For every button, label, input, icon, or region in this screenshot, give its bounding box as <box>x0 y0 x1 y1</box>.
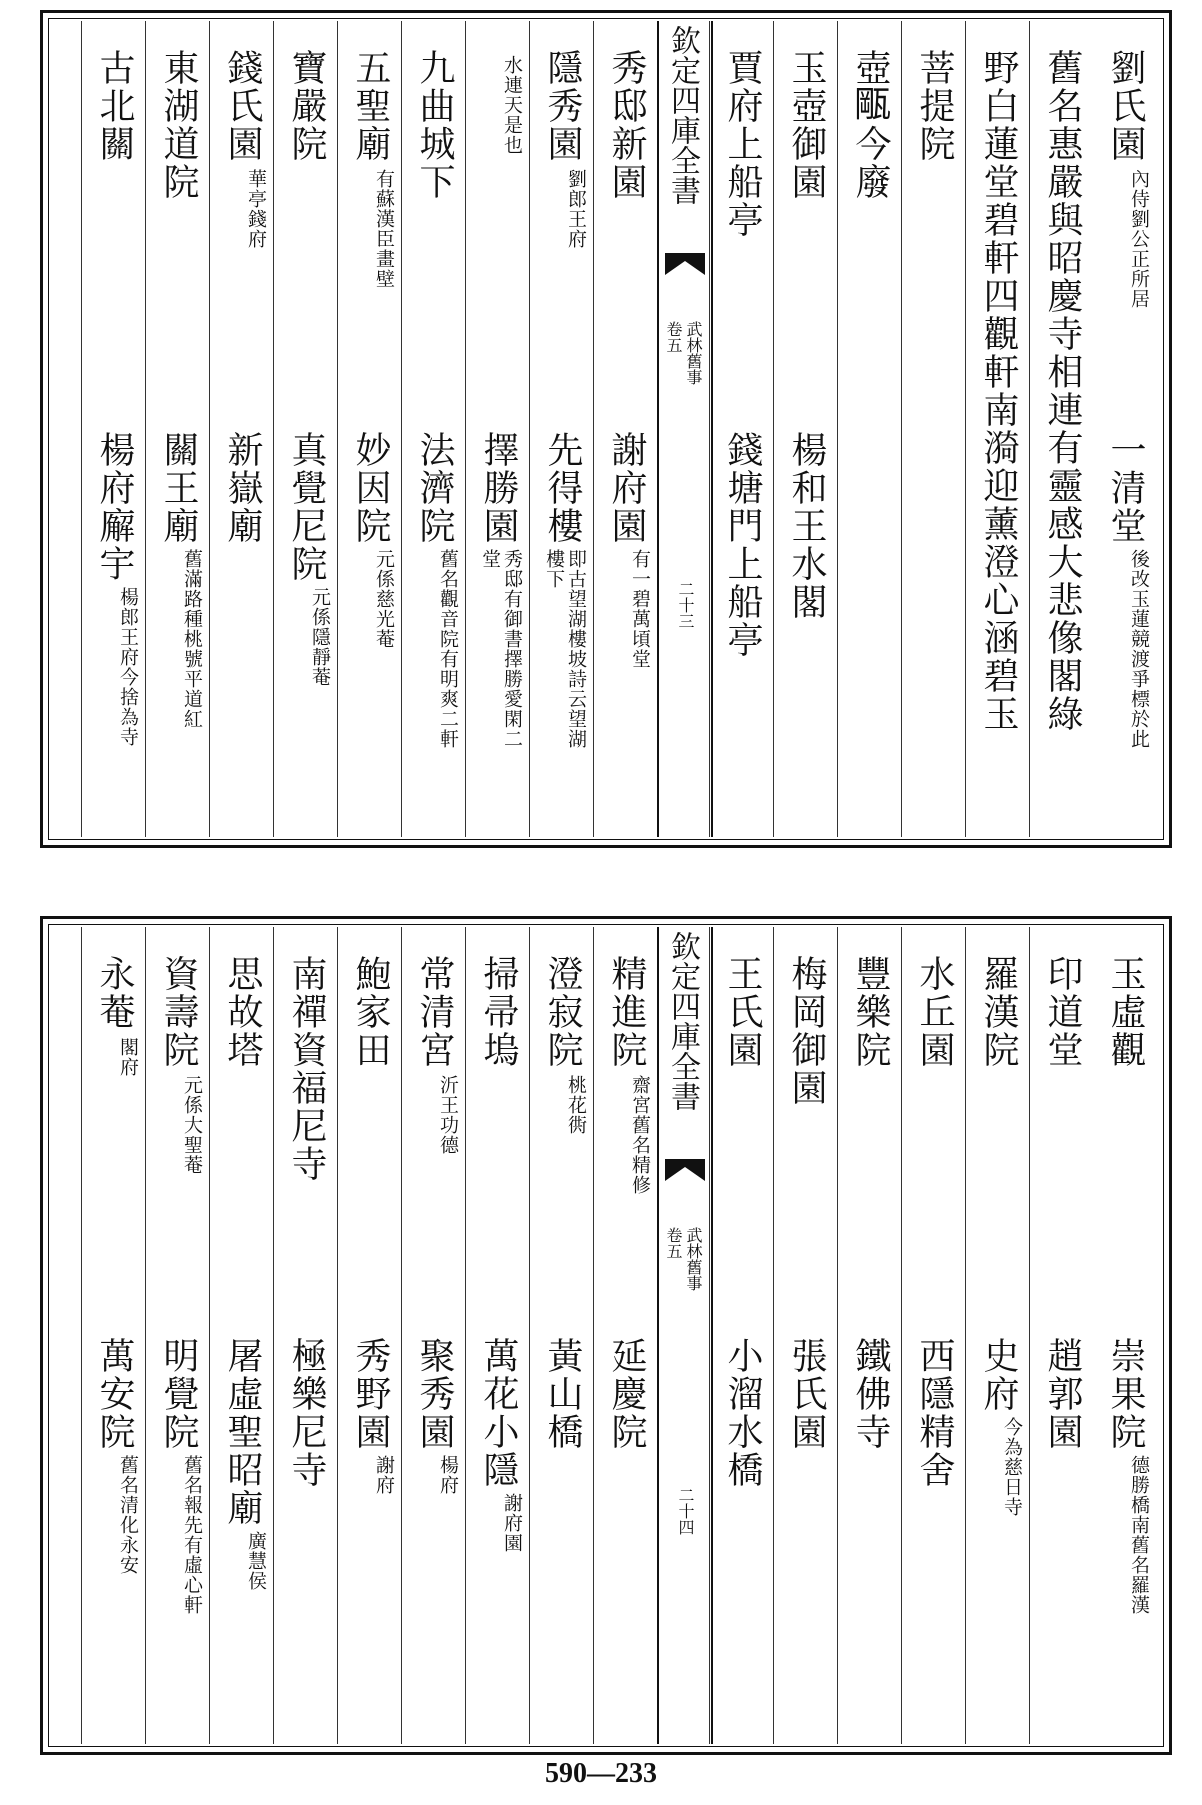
entry-name: 五聖廟 <box>350 49 391 163</box>
top-column <box>273 21 338 837</box>
top-column <box>965 21 1030 837</box>
entry-name: 妙因院 <box>350 431 391 545</box>
entry-note: 閣府 <box>117 1037 139 1077</box>
top-column <box>901 21 966 837</box>
bottom-column <box>709 927 774 1744</box>
entry-name: 謝府園 <box>606 431 647 545</box>
entry-name: 屠虛聖昭廟 <box>222 1337 263 1527</box>
top-column <box>81 21 146 837</box>
entry-name: 壺𤭛今廢 <box>850 49 891 201</box>
top-column <box>593 21 658 837</box>
entry-name: 延慶院 <box>606 1337 647 1451</box>
entry-name: 崇果院 <box>1105 1337 1146 1451</box>
entry-name: 法濟院 <box>414 431 455 545</box>
entry-note: 舊名觀音院有明爽二軒 <box>437 549 459 749</box>
entry-note: 謝府 <box>373 1455 395 1495</box>
entry-note: 劉郎王府 <box>565 169 587 249</box>
entry-name: 寶嚴院 <box>286 49 327 163</box>
bottom-column <box>145 927 210 1744</box>
bottom-center-juan: 卷五 <box>664 1227 683 1259</box>
entry-name: 掃帚塢 <box>478 955 519 1069</box>
entry-name: 一清堂 <box>1105 431 1146 545</box>
top-fishtail-mark <box>665 253 705 275</box>
entry-name: 豐樂院 <box>850 955 891 1069</box>
entry-name: 張氏園 <box>786 1337 827 1451</box>
top-column <box>837 21 902 837</box>
entry-name: 思故塔 <box>222 955 263 1069</box>
entry-name: 南禪資福尼寺 <box>286 955 327 1183</box>
entry-note: 廣慧侯 <box>245 1531 267 1591</box>
top-center-title: 欽定四庫全書 <box>665 25 700 205</box>
entry-name: 梅岡御園 <box>786 955 827 1107</box>
entry-name: 常清宮 <box>414 955 455 1069</box>
entry-name: 真覺尼院 <box>286 431 327 583</box>
entry-name: 西隱精舍 <box>914 1337 955 1489</box>
bottom-column <box>273 927 338 1744</box>
entry-name: 極樂尼寺 <box>286 1337 327 1489</box>
entry-name: 明覺院 <box>158 1337 199 1451</box>
entry-note: 有一碧萬頃堂 <box>629 549 651 669</box>
bottom-column <box>773 927 838 1744</box>
entry-name: 永菴 <box>94 955 135 1031</box>
entry-name: 劉氏園 <box>1105 49 1146 163</box>
entry-name: 水丘園 <box>914 955 955 1069</box>
entry-note: 齋宮舊名精修 <box>629 1075 651 1195</box>
entry-name: 羅漢院 <box>978 955 1019 1069</box>
bottom-column <box>337 927 402 1744</box>
entry-note: 沂王功德 <box>437 1075 459 1155</box>
entry-name: 玉虛觀 <box>1105 955 1146 1069</box>
entry-name: 秀邸新園 <box>606 49 647 201</box>
top-center-volume: 武林舊事 <box>684 321 703 385</box>
top-center-page: 二十三 <box>676 581 695 629</box>
top-column <box>529 21 594 837</box>
bottom-column <box>901 927 966 1744</box>
entry-note: 楊郎王府今捨為寺 <box>117 587 139 747</box>
entry-name: 九曲城下 <box>414 49 455 201</box>
top-column <box>465 21 530 837</box>
entry-name: 菩提院 <box>914 49 955 163</box>
entry-note: 有蘇漢臣畫壁 <box>373 169 395 289</box>
entry-name: 萬安院 <box>94 1337 135 1451</box>
entry-name: 鐵佛寺 <box>850 1337 891 1451</box>
entry-name: 玉壺御園 <box>786 49 827 201</box>
bottom-column <box>837 927 902 1744</box>
top-column <box>1029 21 1094 837</box>
bottom-column <box>965 927 1030 1744</box>
top-column <box>1093 21 1157 837</box>
bottom-column <box>209 927 274 1744</box>
entry-name: 精進院 <box>606 955 647 1069</box>
entry-note: 德勝橋南舊名羅漢 <box>1128 1455 1150 1615</box>
entry-note: 華亭錢府 <box>245 169 267 249</box>
entry-note: 元係大聖菴 <box>181 1075 203 1175</box>
entry-name: 楊和王水閣 <box>786 431 827 621</box>
entry-name: 錢氏園 <box>222 49 263 163</box>
entry-name: 秀野園 <box>350 1337 391 1451</box>
entry-name: 楊府廨宇 <box>94 431 135 583</box>
entry-name: 新嶽廟 <box>222 431 263 545</box>
entry-name: 東湖道院 <box>158 49 199 201</box>
entry-name: 聚秀園 <box>414 1337 455 1451</box>
entry-name: 賈府上船亭 <box>722 49 763 239</box>
entry-name: 先得樓 <box>542 431 583 545</box>
entry-name: 資壽院 <box>158 955 199 1069</box>
bottom-column <box>401 927 466 1744</box>
entry-name: 黃山橋 <box>542 1337 583 1451</box>
entry-name: 關王廟 <box>158 431 199 545</box>
entry-note: 即古望湖樓坡詩云望湖樓下 <box>543 549 587 749</box>
top-column <box>337 21 402 837</box>
top-column <box>709 21 774 837</box>
bottom-column <box>593 927 658 1744</box>
entry-note: 謝府園 <box>501 1493 523 1553</box>
entry-name: 小溜水橋 <box>722 1337 763 1489</box>
top-center-column <box>657 21 713 837</box>
entry-name: 趙郭園 <box>1042 1337 1083 1451</box>
entry-name: 史府 <box>978 1337 1019 1413</box>
bottom-page <box>40 916 1172 1755</box>
entry-note: 後改玉蓮競渡爭標於此 <box>1128 549 1150 749</box>
top-column <box>145 21 210 837</box>
top-column <box>773 21 838 837</box>
top-column <box>401 21 466 837</box>
bottom-column <box>1029 927 1094 1744</box>
bottom-center-title: 欽定四庫全書 <box>665 931 700 1111</box>
entry-note: 舊名清化永安 <box>117 1455 139 1575</box>
bottom-center-column <box>657 927 713 1744</box>
bottom-fishtail-mark <box>665 1159 705 1181</box>
entry-note: 舊名報先有虛心軒 <box>181 1455 203 1615</box>
entry-name: 錢塘門上船亭 <box>722 431 763 659</box>
bottom-column <box>529 927 594 1744</box>
entry-note: 水連天是也 <box>501 55 523 155</box>
entry-note: 秀邸有御書擇勝愛閑二堂 <box>479 549 523 749</box>
top-page <box>40 10 1172 848</box>
bottom-center-page: 二十四 <box>676 1487 695 1535</box>
page-number: 590—233 <box>545 1758 657 1789</box>
entry-name: 印道堂 <box>1042 955 1083 1069</box>
entry-name: 隱秀園 <box>542 49 583 163</box>
entry-note: 今為慈日寺 <box>1001 1417 1023 1517</box>
bottom-column <box>465 927 530 1744</box>
entry-note: 內侍劉公正所居 <box>1128 169 1150 309</box>
entry-name: 萬花小隱 <box>478 1337 519 1489</box>
bottom-center-volume: 武林舊事 <box>684 1227 703 1291</box>
entry-note: 桃花衖 <box>565 1075 587 1135</box>
entry-name: 澄寂院 <box>542 955 583 1069</box>
entry-name: 野白蓮堂碧軒四觀軒南漪迎薰澄心涵碧玉 <box>978 49 1019 733</box>
entry-name: 舊名惠嚴與昭慶寺相連有靈感大悲像閣綠 <box>1042 49 1083 733</box>
bottom-column <box>1093 927 1157 1744</box>
entry-note: 元係慈光菴 <box>373 549 395 649</box>
entry-name: 王氏園 <box>722 955 763 1069</box>
entry-note: 楊府 <box>437 1455 459 1495</box>
entry-name: 古北關 <box>94 49 135 163</box>
entry-note: 舊滿路種桃號平道紅 <box>181 549 203 729</box>
top-center-juan: 卷五 <box>664 321 683 353</box>
top-column <box>209 21 274 837</box>
entry-name: 鮑家田 <box>350 955 391 1069</box>
entry-note: 元係隱靜菴 <box>309 587 331 687</box>
entry-name: 擇勝園 <box>478 431 519 545</box>
bottom-column <box>81 927 146 1744</box>
